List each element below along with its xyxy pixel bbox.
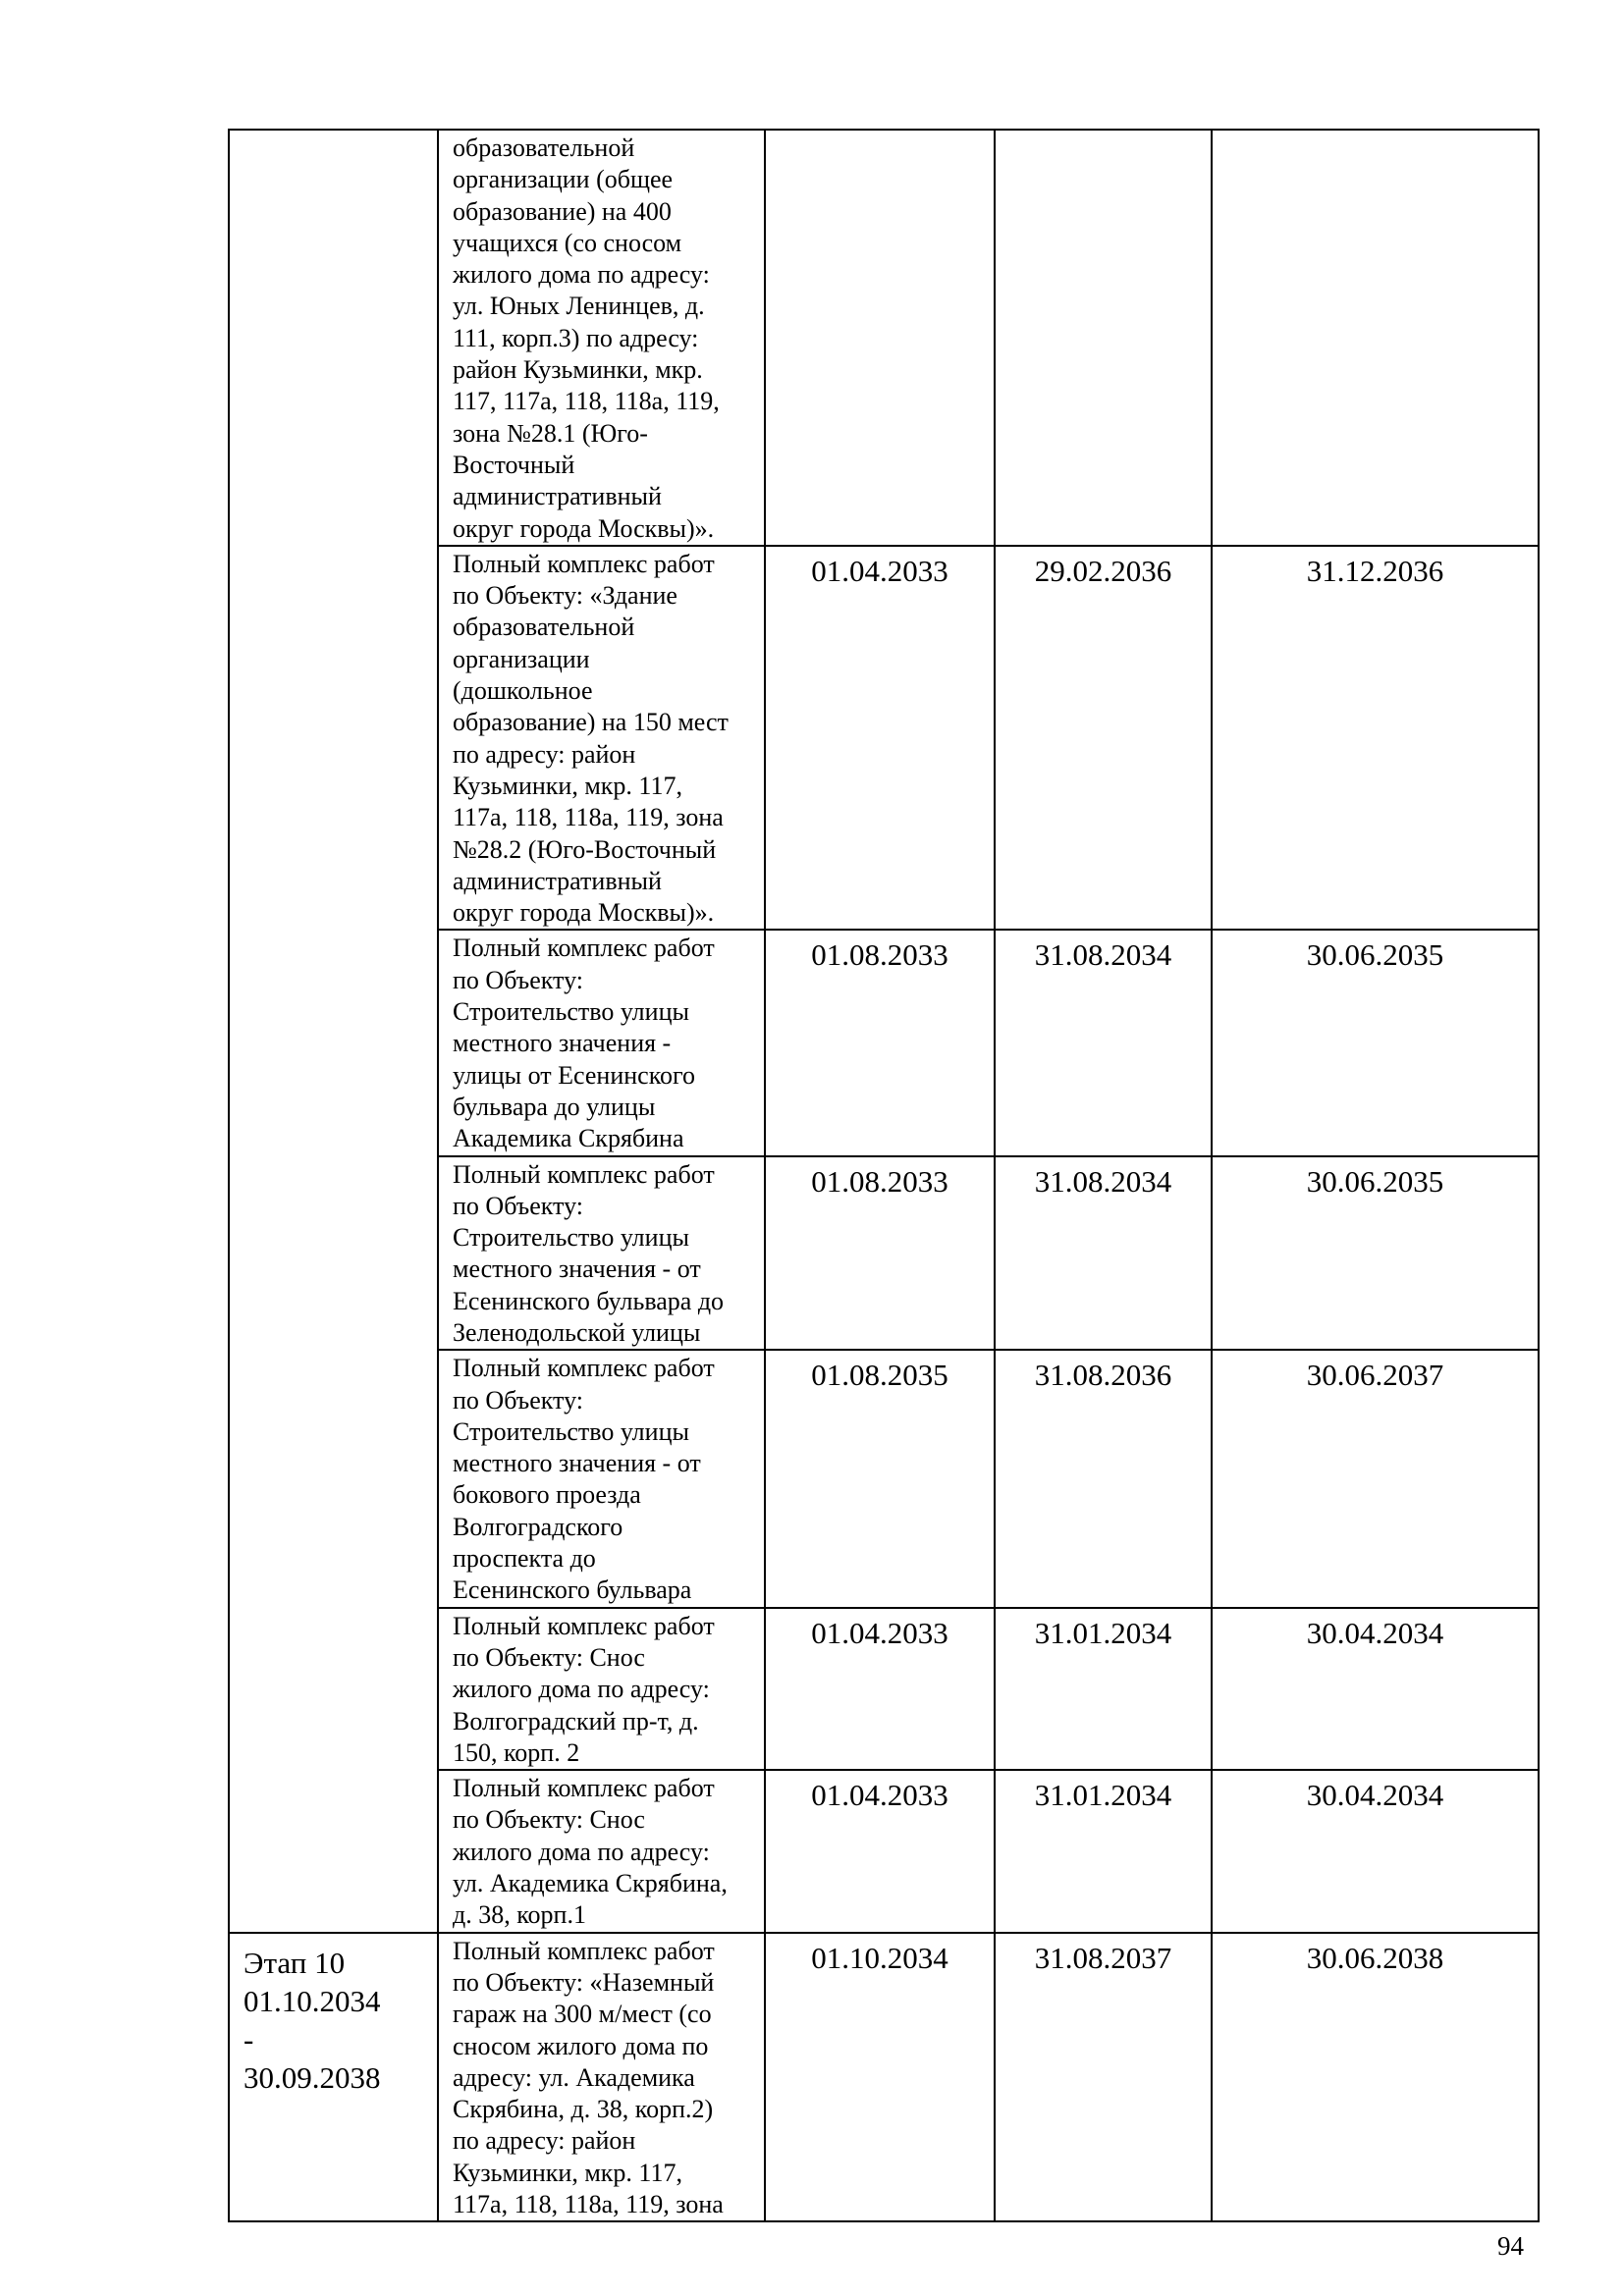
final-date: 30.06.2035 <box>1212 1156 1539 1351</box>
final-date: 30.04.2034 <box>1212 1770 1539 1932</box>
work-description: образовательной организации (общее образование) на 400 учащихся (со сносом жилого дома по адресу: ул. Юных Ленинцев, д. 111, корп.3) по адресу: район Кузьминки, мкр. 117, 117а, 118, 118а, 119, зона №28.1 (Юго- Восточный административный округ города Москвы)». <box>438 130 765 546</box>
final-date: 30.06.2037 <box>1212 1350 1539 1607</box>
table-row <box>229 1933 1539 2222</box>
end-date: 29.02.2036 <box>995 546 1212 931</box>
stage-cell-continued <box>229 130 438 1933</box>
start-date: 01.04.2033 <box>765 1770 995 1932</box>
final-date: 30.06.2038 <box>1212 1933 1539 2222</box>
end-date: 31.08.2034 <box>995 1156 1212 1351</box>
final-date: 31.12.2036 <box>1212 546 1539 931</box>
start-date: 01.08.2033 <box>765 1156 995 1351</box>
start-date: 01.08.2035 <box>765 1350 995 1607</box>
page-number: 94 <box>1497 2231 1524 2261</box>
start-date: 01.10.2034 <box>765 1933 995 2222</box>
start-date <box>765 130 995 546</box>
work-description: Полный комплекс работ по Объекту: Строительство улицы местного значения - улицы от Есенинского бульвара до улицы Академика Скрябина <box>438 930 765 1155</box>
end-date: 31.01.2034 <box>995 1770 1212 1932</box>
work-description: Полный комплекс работ по Объекту: «Наземный гараж на 300 м/мест (со сносом жилого дома по адресу: ул. Академика Скрябина, д. 38, корп.2) по адресу: район Кузьминки, мкр. 117, 117а, 118, 118а, 119, зона <box>438 1933 765 2222</box>
start-date: 01.04.2033 <box>765 1608 995 1770</box>
start-date: 01.04.2033 <box>765 546 995 931</box>
work-description: Полный комплекс работ по Объекту: Снос жилого дома по адресу: Волгоградский пр-т, д. 150, корп. 2 <box>438 1608 765 1770</box>
stage-start-date: 01.10.2034 <box>244 1983 381 2018</box>
stage-end-date: 30.09.2038 <box>244 2059 381 2095</box>
end-date: 31.08.2034 <box>995 930 1212 1155</box>
start-date: 01.08.2033 <box>765 930 995 1155</box>
end-date: 31.08.2036 <box>995 1350 1212 1607</box>
stage-cell <box>229 1933 438 2222</box>
stage-label: Этап 10 <box>244 1945 346 1980</box>
end-date <box>995 130 1212 546</box>
end-date: 31.08.2037 <box>995 1933 1212 2222</box>
work-description: Полный комплекс работ по Объекту: Строительство улицы местного значения - от Есенинского бульвара до Зеленодольской улицы <box>438 1156 765 1351</box>
work-description: Полный комплекс работ по Объекту: «Здание образовательной организации (дошкольное образование) на 150 мест по адресу: район Кузьминки, мкр. 117, 117а, 118, 118а, 119, зона №28.2 (Юго-Восточный административный округ города Москвы)». <box>438 546 765 931</box>
table-row <box>229 130 1539 546</box>
final-date <box>1212 130 1539 546</box>
end-date: 31.01.2034 <box>995 1608 1212 1770</box>
work-description: Полный комплекс работ по Объекту: Снос жилого дома по адресу: ул. Академика Скрябина, д. 38, корп.1 <box>438 1770 765 1932</box>
schedule-table <box>228 129 1540 2222</box>
work-description: Полный комплекс работ по Объекту: Строительство улицы местного значения - от бокового проезда Волгоградского проспекта до Есенинского бульвара <box>438 1350 765 1607</box>
final-date: 30.04.2034 <box>1212 1608 1539 1770</box>
stage-dash: - <box>244 2021 254 2056</box>
final-date: 30.06.2035 <box>1212 930 1539 1155</box>
